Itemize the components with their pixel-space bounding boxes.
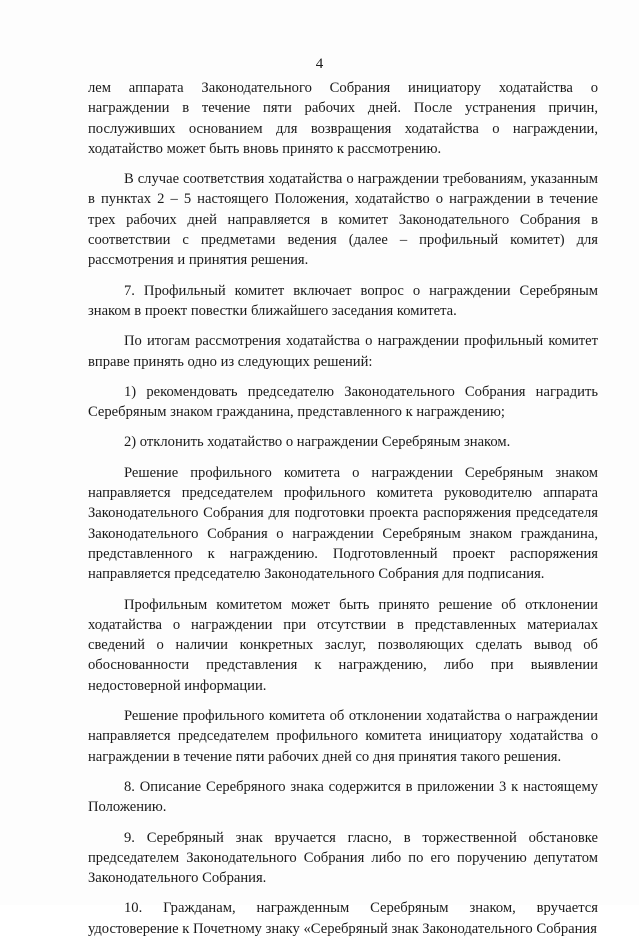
paragraph-item-7: 7. Профильный комитет включает вопрос о награждении Серебряным знаком в проект повестки ближайшего заседания комитета. [88,282,598,319]
paragraph-rejection-grounds: Профильным комитетом может быть принято решение об отклонении ходатайства о награждении при отсутствии в представленных материалах сведений о наличии конкретных заслуг, позволяющих сделать вывод об обоснованности представления к награждению, либо при выявлении недостоверной информации. [88,596,598,694]
paragraph-option-2: 2) отклонить ходатайство о награждении Серебряным знаком. [124,434,511,451]
paragraph-rejection-notice: Решение профильного комитета об отклонении ходатайства о награждении направляется председателем профильного комитета инициатору ходатайства о награждении в течение пяти рабочих дней со дня принятия такого решения. [88,708,598,765]
paragraph-award-decision: Решение профильного комитета о награждении Серебряным знаком направляется председателем профильного комитета руководителю аппарата Законодательного Собрания для подготовки проекта распоряжения председателя Законодательного Собрания о награждении Серебряным знаком гражданина, представленного к награждению. Подготовленный проект распоряжения направляется председателю Законодательного Собрания для подписания. [88,464,598,583]
paragraph-compliance: В случае соответствия ходатайства о награждении требованиям, указанным в пунктах 2 – 5 настоящего Положения, ходатайство о награждении в течение трех рабочих дней направляется в комитет Законодательного Собрания в соответствии с предметами ведения (далее – профильный комитет) для рассмотрения и принятия решения. [88,171,598,269]
paragraph-item-9: 9. Серебряный знак вручается гласно, в торжественной обстановке председателем Законодательного Собрания либо по его поручению депутатом Законодательного Собрания. [88,829,598,887]
document-body [88,78,598,949]
paragraph-continuation: лем аппарата Законодательного Собрания инициатору ходатайства о награждении в течение пяти рабочих дней. После устранения причин, послуживших основанием для возвращения ходатайства о награждении, ходатайство может быть вновь принято к рассмотрению. [88,80,598,157]
paragraph-decision-options: По итогам рассмотрения ходатайства о награждении профильный комитет вправе принять одно из следующих решений: [88,333,598,370]
paragraph-item-10: 10. Гражданам, награжденным Серебряным знаком, вручается удостоверение к Почетному знаку «Серебряный знак Законодательного Собрания [88,900,598,937]
paragraph-option-1: 1) рекомендовать председателю Законодательного Собрания наградить Серебряным знаком гражданина, представленного к награждению; [88,383,598,421]
page-number: 4 [315,56,324,72]
paragraph-item-8: 8. Описание Серебряного знака содержится в приложении 3 к настоящему Положению. [88,778,598,816]
